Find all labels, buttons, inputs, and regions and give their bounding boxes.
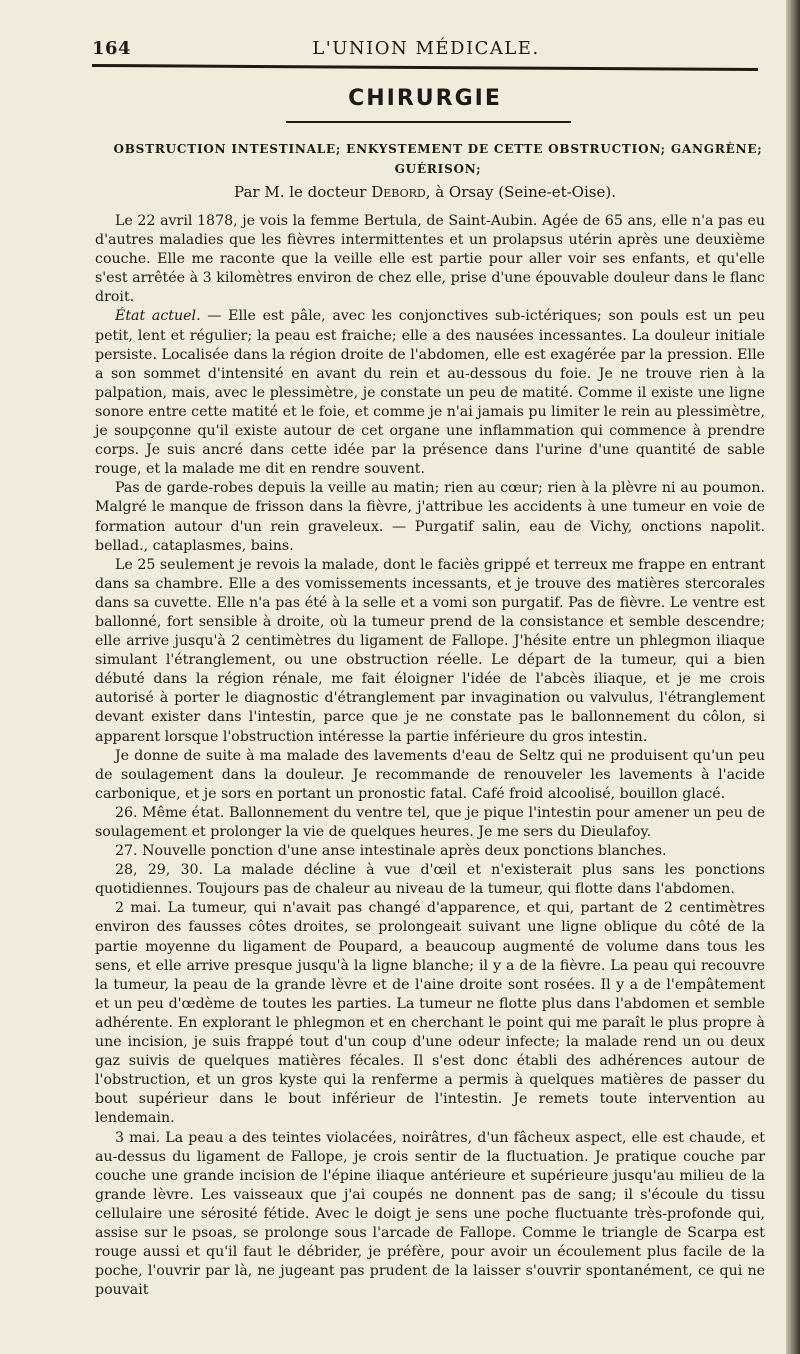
paragraph: Pas de garde-robes depuis la veille au matin; rien au cœur; rien à la plèvre ni au poumon. Malgré le manque de frisson dans la fièvre, j'attribue les accidents à une tumeur en voie de formation autour d'un rein graveleux. — Purgatif salin, eau de Vichy, onctions napolit. bellad., cataplasmes, bains.	[95, 480, 765, 554]
paragraph: 28, 29, 30. La malade décline à vue d'œil et n'existerait plus sans les ponctions quotidiennes. Toujours pas de chaleur au niveau de la tumeur, qui flotte dans l'abdomen.	[95, 862, 765, 898]
paragraph: Je donne de suite à ma malade des lavements d'eau de Seltz qui ne produisent qu'un peu de soulagement dans la douleur. Je recommande de renouveler les lavements à l'acide carbonique, et je sors en portant un pronostic fatal. Café froid alcoolisé, bouillon glacé.	[95, 747, 765, 802]
paragraph: Le 22 avril 1878, je vois la femme Bertula, de Saint-Aubin. Agée de 65 ans, elle n'a pas eu d'autres maladies que les fièvres intermittentes et un prolapsus utérin après une deuxième couche. Elle me raconte que la veille elle est partie pour aller voir ses enfants, et qu'elle s'est arrêtée à 3 kilomètres environ de chez elle, prise d'une épouvable douleur dans le flanc droit.	[95, 213, 765, 306]
author-name: Debord	[371, 183, 426, 201]
section-rule	[286, 121, 571, 123]
article-title-line-2: GUÉRISON;	[394, 162, 482, 176]
paragraph	[95, 307, 765, 479]
journal-title: L'UNION MÉDICALE.	[312, 38, 540, 59]
article-body	[95, 212, 765, 1300]
page-edge-shadow	[786, 0, 800, 1354]
paragraph-text: — Elle est pâle, avec les conjonctives sub-ictériques; son pouls est un peu petit, lent et régulier; la peau est fraiche; elle a des nausées incessantes. La douleur initiale persiste. Localisée dans la région droite de l'abdomen, elle est exagérée par la pression. Elle a son sommet d'intensité en avant du rein et au-dessous du foie. Je ne trouve rien à la palpation, mais, avec le plessimètre, je constate un peu de matité. Comme il existe une ligne sonore entre cette matité et le foie, et comme je n'ai jamais pu limiter le rein au plessimètre, je soupçonne qu'il existe autour de cet organe une inflammation qui commence à prendre corps. Je suis ancré dans cette idée par la présence dans l'urine d'une quantité de sable rouge, et la malade me dit en rendre souvent.	[95, 308, 765, 478]
article-title-line-1: OBSTRUCTION INTESTINALE; ENKYSTEMENT DE CETTE OBSTRUCTION; GANGRÈNE;	[113, 142, 763, 156]
byline-prefix: Par M. le docteur	[234, 183, 372, 201]
paragraph: Le 25 seulement je revois la malade, dont le faciès grippé et terreux me frappe en entrant dans sa chambre. Elle a des vomissements incessants, et je trouve des matières stercorales dans sa cuvette. Elle n'a pas été à la selle et a vomi son purgatif. Pas de fièvre. Le ventre est ballonné, fort sensible à droite, où la tumeur prend de la consistance et semble descendre; elle arrive jusqu'à 2 centimètres du ligament de Fallope. J'hésite entre un phlegmon iliaque simulant l'étranglement, ou une obstruction réelle. Le départ de la tumeur, qui a bien débuté dans la région rénale, me fait éloigner l'idée de l'abcès iliaque, et je me crois autorisé à porter le diagnostic d'étranglement par invagination ou valvulus, l'étranglement devant exister dans l'intestin, parce que je ne constate pas le ballonnement du côlon, si apparent lorsque l'obstruction intéresse la partie inférieure du gros intestin.	[95, 556, 765, 745]
section-title: CHIRURGIE	[348, 86, 502, 111]
header-rule	[92, 64, 758, 71]
page-number: 164	[92, 38, 132, 59]
paragraph-label: État actuel.	[115, 308, 201, 325]
article-title	[108, 139, 768, 179]
paragraph: 27. Nouvelle ponction d'une anse intestinale après deux ponctions blanches.	[115, 843, 667, 860]
byline-suffix: , à Orsay (Seine-et-Oise).	[425, 183, 616, 201]
paragraph: 3 mai. La peau a des teintes violacées, noirâtres, d'un fâcheux aspect, elle est chaude, et au-dessus du ligament de Fallope, je crois sentir de la fluctuation. Je pratique couche par couche une grande incision de l'épine iliaque antérieure et supérieure jusqu'au milieu de la grande lèvre. Les vaisseaux que j'ai coupés ne donnent pas de sang; il s'écoule du tissu cellulaire une sérosité fétide. Avec le doigt je sens une poche fluctuante très-profonde qui, assise sur le psoas, se prolonge sous l'arcade de Fallope. Comme le triangle de Scarpa est rouge aussi et qu'il faut le débrider, je préfère, pour avoir un écoulement plus facile de la poche, l'ouvrir par là, ne jugeant pas prudent de la laisser s'ouvrir spontanément, ce qui ne pouvait	[95, 1129, 765, 1299]
running-head	[92, 34, 760, 64]
byline	[92, 183, 758, 201]
paragraph: 26. Même état. Ballonnement du ventre tel, que je pique l'intestin pour amener un peu de soulagement et prolonger la vie de quelques heures. Je me sers du Dieulafoy.	[95, 804, 765, 840]
paragraph: 2 mai. La tumeur, qui n'avait pas changé d'apparence, et qui, partant de 2 centimètres environ des fausses côtes droites, se prolongeait suivant une ligne oblique du côté de la partie moyenne du ligament de Poupard, a beaucoup augmenté de volume dans tous les sens, et elle arrive presque jusqu'à la ligne blanche; il y a de la fièvre. La peau qui recouvre la tumeur, la peau de la grande lèvre et de l'aine droite sont rosées. Il y a de l'empâtement et un peu d'œdème de toutes les parties. La tumeur ne flotte plus dans l'abdomen et semble adhérente. En explorant le phlegmon et en cherchant le point qui me paraît le plus propre à une incision, je suis frappé tout d'un coup d'une odeur infecte; la malade rend un ou deux gaz suivis de quelques matières fécales. Il s'est donc établi des adhérences autour de l'obstruction, et un gros kyste qui la renferme a permis à quelques matières de passer du bout supérieur dans le bout inférieur de l'intestin. Je remets toute intervention au lendemain.	[95, 900, 765, 1127]
